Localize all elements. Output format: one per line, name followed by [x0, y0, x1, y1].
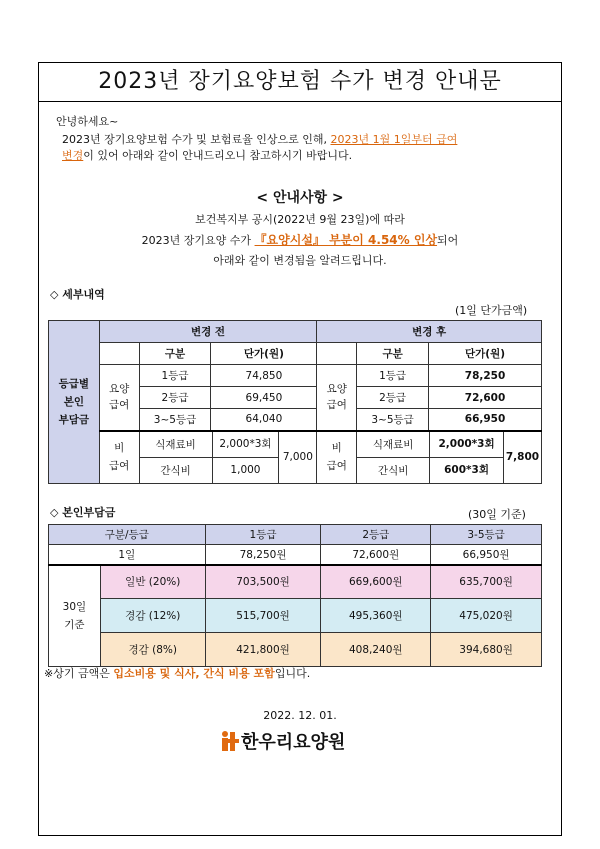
burden-head: 구분/등급 — [49, 525, 206, 545]
burden-head: 3-5등급 — [431, 525, 542, 545]
grade: 2등급 — [139, 387, 211, 409]
snack-label-after: 간식비 — [377, 464, 409, 477]
after-snack: 600*3회 — [429, 458, 503, 483]
section-burden-unit: (30일 기준) — [468, 508, 526, 521]
before-price: 64,040 — [211, 409, 317, 431]
footnote-text: ※상기 금액은 — [44, 667, 110, 680]
rate-value: 475,020원 — [431, 599, 542, 633]
before-header: 변경 전 — [99, 321, 317, 343]
day-value: 72,600원 — [321, 545, 431, 565]
before-noncare — [139, 431, 279, 484]
noncare-label: 비 급여 — [99, 431, 139, 484]
before-snack: 1,000 — [212, 458, 279, 483]
row-label: 등급별 본인 부담금 — [49, 321, 100, 484]
rate-value: 669,600원 — [321, 565, 431, 599]
grade-after: 3~5등급 — [357, 409, 429, 431]
detail-table — [48, 320, 542, 484]
care-label: 요양 급여 — [99, 365, 139, 431]
burden-head: 2등급 — [321, 525, 431, 545]
snack-label: 간식비 — [160, 464, 191, 477]
month-label: 30일 기준 — [49, 565, 101, 667]
col-type-after: 구분 — [357, 343, 429, 365]
section-detail-unit: (1일 단가금액) — [455, 304, 528, 317]
org-name: 한우리요양원 — [241, 732, 346, 753]
intro-text-2: 이 있어 아래와 같이 안내드리오니 참고하시기 바랍니다. — [83, 149, 353, 162]
notice-text: 2023년 장기요양 수가 — [141, 234, 252, 247]
after-meal: 2,000*3회 — [429, 432, 503, 457]
before-meal: 2,000*3회 — [212, 432, 279, 457]
footnote — [44, 666, 310, 682]
page-title: 2023년 장기요양보험 수가 변경 안내문 — [38, 62, 562, 102]
rate-label: 일반 (20%) — [100, 565, 205, 599]
col-price-after: 단가(원) — [429, 343, 542, 365]
noncare-label-after: 비 급여 — [317, 431, 357, 484]
grade-after: 1등급 — [357, 365, 429, 387]
col-price: 단가(원) — [211, 343, 317, 365]
grade-after: 2등급 — [357, 387, 429, 409]
before-total: 7,000 — [279, 431, 317, 484]
rate-value: 495,360원 — [321, 599, 431, 633]
notice-heading: < 안내사항 > — [256, 190, 344, 206]
section-detail-title: ◇ 세부내역 — [50, 288, 105, 301]
day-value: 66,950원 — [431, 545, 542, 565]
date: 2022. 12. 01. — [263, 709, 337, 722]
col-type: 구분 — [139, 343, 211, 365]
intro-highlight-2: 변경 — [62, 149, 84, 162]
after-total: 7,800 — [503, 431, 541, 484]
intro-line-1 — [62, 132, 457, 148]
day-value: 78,250원 — [205, 545, 321, 565]
after-price: 66,950 — [429, 409, 542, 431]
rate-value: 703,500원 — [205, 565, 321, 599]
notice-text-end: 되어 — [437, 234, 459, 247]
rate-label: 경감 (8%) — [100, 633, 205, 667]
meal-label-after: 식재료비 — [372, 438, 414, 451]
section-burden-title: ◇ 본인부담금 — [50, 506, 116, 519]
day-label: 1일 — [49, 545, 206, 565]
footnote-end: 입니다. — [274, 667, 311, 680]
footnote-highlight: 입소비용 및 식사, 간식 비용 포함 — [113, 667, 275, 680]
org-logo-icon — [219, 730, 239, 752]
after-noncare — [357, 431, 504, 484]
after-price: 78,250 — [429, 365, 542, 387]
rate-value: 421,800원 — [205, 633, 321, 667]
rate-value: 394,680원 — [431, 633, 542, 667]
greeting: 안녕하세요~ — [56, 115, 119, 128]
rate-value: 408,240원 — [321, 633, 431, 667]
after-header: 변경 후 — [317, 321, 542, 343]
burden-table — [48, 524, 542, 667]
rate-value: 515,700원 — [205, 599, 321, 633]
rate-label: 경감 (12%) — [100, 599, 205, 633]
grade: 3~5등급 — [139, 409, 211, 431]
after-price: 72,600 — [429, 387, 542, 409]
notice-highlight: 『요양시설』 부분이 4.54% 인상 — [254, 233, 438, 247]
intro-highlight: 2023년 1월 1일부터 급여 — [330, 133, 458, 146]
care-label-after: 요양 급여 — [317, 365, 357, 431]
intro-line-2 — [62, 148, 352, 164]
notice-line-2 — [38, 232, 562, 249]
before-price: 69,450 — [211, 387, 317, 409]
meal-label: 식재료비 — [155, 438, 196, 451]
notice-line-3: 아래와 같이 변경됨을 알려드립니다. — [213, 254, 387, 267]
notice-line-1: 보건복지부 공시(2022년 9월 23일)에 따라 — [195, 213, 405, 226]
rate-value: 635,700원 — [431, 565, 542, 599]
burden-head: 1등급 — [205, 525, 321, 545]
grade: 1등급 — [139, 365, 211, 387]
org-logo — [219, 728, 345, 754]
before-price: 74,850 — [211, 365, 317, 387]
intro-text: 2023년 장기요양보험 수가 및 보험료율 인상으로 인해, — [62, 133, 327, 146]
